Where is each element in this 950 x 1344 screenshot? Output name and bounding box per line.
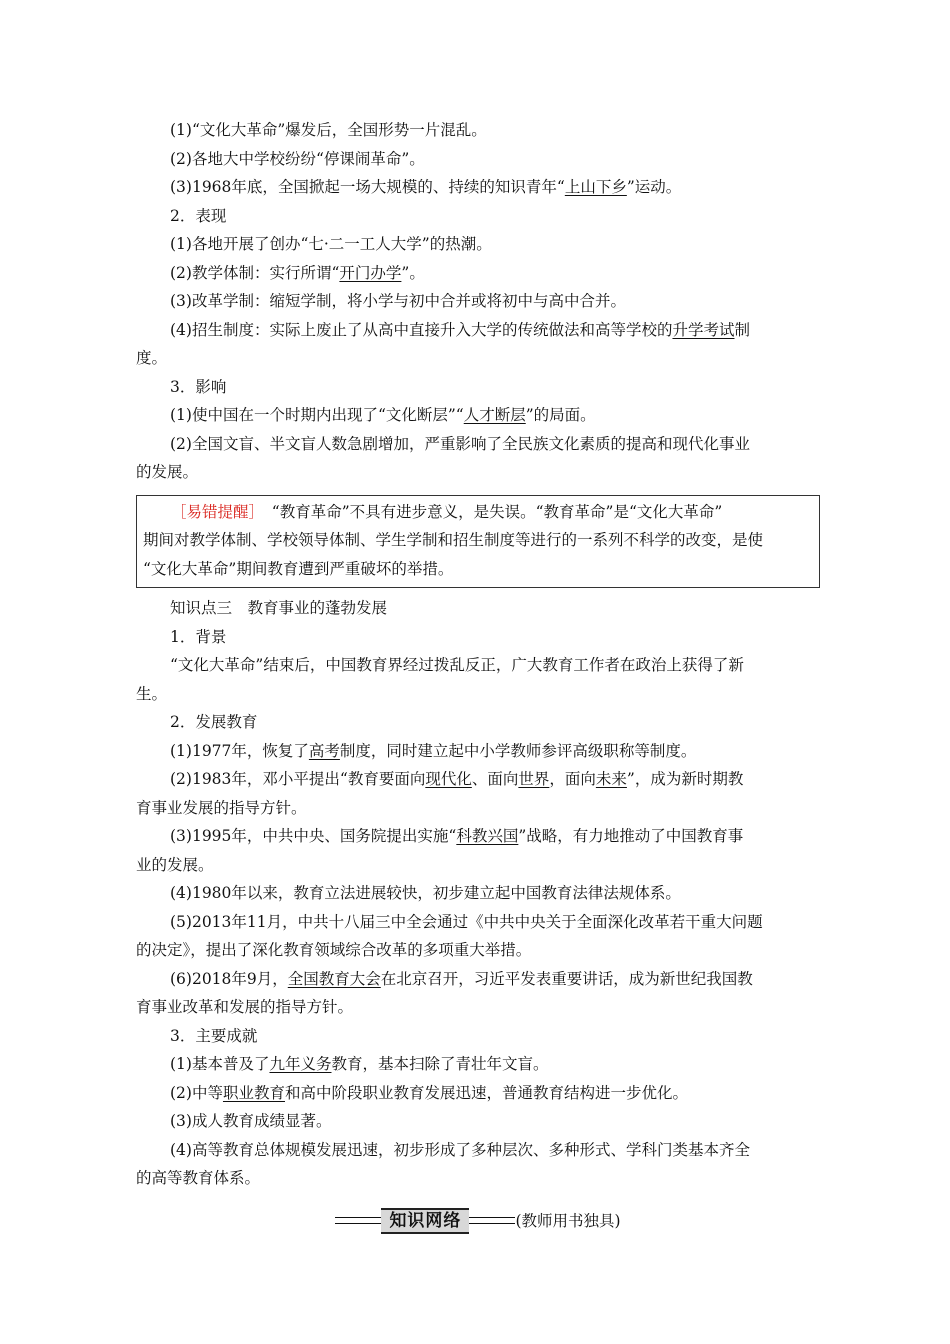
para-fz-1: (1)1977年，恢复了高考制度，同时建立起中小学教师参评高级职称等制度。 xyxy=(170,741,697,760)
heading-yingxiang: 3．影响 xyxy=(170,377,227,396)
heading-beijing: 1．背景 xyxy=(170,627,227,646)
para-bx-4-cont: 度。 xyxy=(136,349,168,367)
para-fz-3-cont: 业的发展。 xyxy=(136,855,214,874)
para-cj-2: (2)中等职业教育和高中阶段职业教育发展迅速，普通教育结构进一步优化。 xyxy=(170,1083,688,1102)
para-bj-cont: 生。 xyxy=(136,684,168,703)
para-bx-2: (2)教学体制：实行所谓“开门办学”。 xyxy=(170,263,425,282)
para-bx-1: (1)各地开展了创办“七·二一工人大学”的热潮。 xyxy=(170,235,492,253)
knowledge-network-header xyxy=(136,1205,820,1236)
content xyxy=(136,116,820,1236)
para-fz-6-cont: 育事业改革和发展的指导方针。 xyxy=(136,998,354,1016)
para-fz-2-cont: 育事业发展的指导方针。 xyxy=(136,798,307,817)
section-three-title: 知识点三 教育事业的蓬勃发展 xyxy=(170,599,388,617)
tip-line-3: “文化大革命”期间教育遭到严重破坏的举措。 xyxy=(143,559,454,578)
para-bj: “文化大革命”结束后，中国教育界经过拨乱反正，广大教育工作者在政治上获得了新 xyxy=(170,656,744,674)
para-yx-1: (1)使中国在一个时期内出现了“文化断层”“人才断层”的局面。 xyxy=(170,406,596,424)
para-bg-2: (2)各地大中学校纷纷“停课闹革命”。 xyxy=(170,149,425,168)
para-yx-2-cont: 的发展。 xyxy=(136,463,199,481)
para-fz-4: (4)1980年以来，教育立法进展较快，初步建立起中国教育法律法规体系。 xyxy=(170,884,681,902)
tip-line-1: “教育革命”不具有进步意义，是失误。“教育革命”是“文化大革命” xyxy=(271,502,723,521)
para-fz-3: (3)1995年，中共中央、国务院提出实施“科教兴国”战略，有力地推动了中国教育事 xyxy=(170,827,744,845)
para-bg-3: (3)1968年底，全国掀起一场大规模的、持续的知识青年“上山下乡”运动。 xyxy=(170,178,682,196)
heading-biaoxian: 2．表现 xyxy=(170,206,227,225)
para-bx-3: (3)改革学制：缩短学制，将小学与初中合并或将初中与高中合并。 xyxy=(170,292,626,310)
network-note: (教师用书独具) xyxy=(515,1211,621,1230)
network-right-bar xyxy=(469,1217,515,1224)
heading-fazhan: 2．发展教育 xyxy=(170,713,258,731)
para-fz-6: (6)2018年9月，全国教育大会在北京召开，习近平发表重要讲话，成为新世纪我国教 xyxy=(170,969,753,988)
para-bx-4: (4)招生制度：实际上废止了从高中直接升入大学的传统做法和高等学校的升学考试制 xyxy=(170,320,750,339)
para-cj-4: (4)高等教育总体规模发展迅速，初步形成了多种层次、多种形式、学科门类基本齐全 xyxy=(170,1140,750,1159)
network-left-bar xyxy=(335,1217,381,1224)
para-cj-3: (3)成人教育成绩显著。 xyxy=(170,1112,332,1130)
para-bg-1: (1)“文化大革命”爆发后，全国形势一片混乱。 xyxy=(170,121,487,139)
tip-tag: ［易错提醒］ xyxy=(171,502,257,521)
para-fz-5: (5)2013年11月，中共十八届三中全会通过《中共中央关于全面深化改革若干重大问题 xyxy=(170,912,763,931)
para-cj-4-cont: 的高等教育体系。 xyxy=(136,1169,261,1187)
heading-chengjiu: 3．主要成就 xyxy=(170,1026,258,1045)
para-fz-5-cont: 的决定》，提出了深化教育领域综合改革的多项重大举措。 xyxy=(136,941,532,959)
network-title: 知识网络 xyxy=(381,1208,469,1234)
para-fz-2: (2)1983年，邓小平提出“教育要面向现代化、面向世界，面向未来”，成为新时期教 xyxy=(170,770,744,788)
tip-box xyxy=(136,495,820,589)
tip-line-2: 期间对教学体制、学校领导体制、学生学制和招生制度等进行的一系列不科学的改变，是使 xyxy=(143,531,764,549)
para-yx-2: (2)全国文盲、半文盲人数急剧增加，严重影响了全民族文化素质的提高和现代化事业 xyxy=(170,434,750,453)
para-cj-1: (1)基本普及了九年义务教育，基本扫除了青壮年文盲。 xyxy=(170,1055,549,1073)
